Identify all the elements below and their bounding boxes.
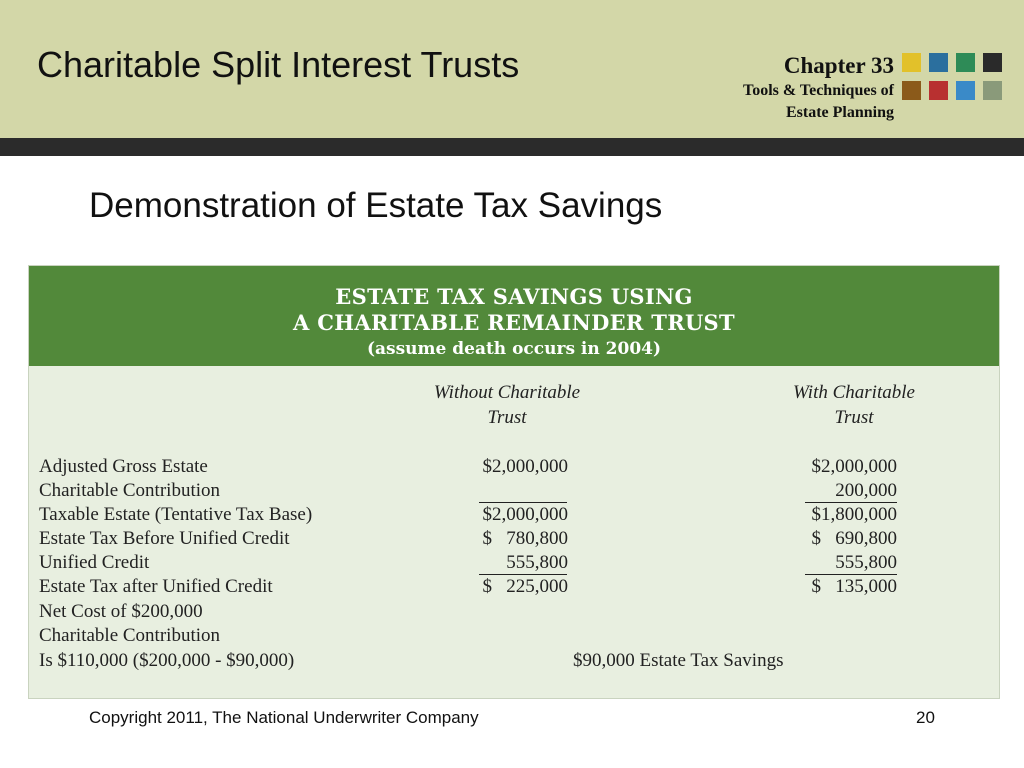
chapter-subtitle-line1: Tools & Techniques of	[742, 82, 894, 99]
chapter-block	[743, 52, 894, 124]
color-square	[983, 53, 1002, 72]
color-square	[902, 53, 921, 72]
underline-rule	[805, 574, 897, 575]
chapter-label: Chapter 33	[783, 53, 894, 78]
row-label: Charitable Contribution	[39, 625, 221, 646]
table-row	[29, 528, 999, 552]
column-header-with-line2: Trust	[834, 407, 874, 428]
table-row	[29, 480, 999, 504]
column-header-without-line2: Trust	[487, 407, 527, 428]
value-with: 200,000	[835, 480, 897, 501]
value-with: $ 135,000	[811, 576, 897, 597]
slide-title: Charitable Split Interest Trusts	[37, 44, 520, 85]
table-row	[29, 601, 999, 625]
row-label: Is $110,000 ($200,000 - $90,000)	[39, 650, 295, 671]
table-row	[29, 576, 999, 600]
header-divider-bar	[0, 138, 1024, 156]
color-square	[983, 81, 1002, 100]
row-label: Adjusted Gross Estate	[39, 456, 208, 477]
page-number: 20	[916, 708, 935, 727]
color-square	[929, 53, 948, 72]
value-without: $2,000,000	[482, 504, 568, 525]
estate-tax-savings: $90,000 Estate Tax Savings	[573, 650, 784, 671]
table-header	[29, 266, 999, 366]
table-row	[29, 552, 999, 576]
row-label: Unified Credit	[39, 552, 150, 573]
value-with: $2,000,000	[811, 456, 897, 477]
table-title-line1: ESTATE TAX SAVINGS USING	[335, 284, 693, 309]
value-without: $ 225,000	[482, 576, 568, 597]
color-square	[956, 81, 975, 100]
estate-tax-table	[28, 265, 1000, 699]
row-label: Taxable Estate (Tentative Tax Base)	[39, 504, 313, 525]
underline-rule	[805, 502, 897, 503]
row-label: Net Cost of $200,000	[39, 601, 203, 622]
value-without: $ 780,800	[482, 528, 568, 549]
table-title-line3: (assume death occurs in 2004)	[366, 339, 662, 359]
copyright-text: Copyright 2011, The National Underwriter Company	[89, 708, 479, 727]
value-without: 555,800	[506, 552, 568, 573]
underline-rule	[479, 502, 567, 503]
row-label: Estate Tax after Unified Credit	[39, 576, 273, 597]
value-with: 555,800	[835, 552, 897, 573]
slide-subtitle: Demonstration of Estate Tax Savings	[89, 186, 663, 225]
chapter-subtitle-line2: Estate Planning	[785, 104, 894, 121]
column-header-with-line1: With Charitable	[793, 382, 915, 403]
color-square	[956, 53, 975, 72]
table-row	[29, 456, 999, 480]
table-row	[29, 625, 999, 649]
table-row	[29, 650, 999, 674]
value-without: $2,000,000	[482, 456, 568, 477]
color-square	[929, 81, 948, 100]
row-label: Charitable Contribution	[39, 480, 221, 501]
column-header-without	[412, 380, 602, 430]
slide-header	[0, 0, 1024, 138]
table-row	[29, 504, 999, 528]
color-square	[902, 81, 921, 100]
column-header-with	[769, 380, 939, 430]
underline-rule	[479, 574, 567, 575]
value-with: $1,800,000	[811, 504, 897, 525]
value-with: $ 690,800	[811, 528, 897, 549]
table-title-line2: A CHARITABLE REMAINDER TRUST	[293, 310, 735, 335]
column-header-without-line1: Without Charitable	[433, 382, 581, 403]
row-label: Estate Tax Before Unified Credit	[39, 528, 290, 549]
